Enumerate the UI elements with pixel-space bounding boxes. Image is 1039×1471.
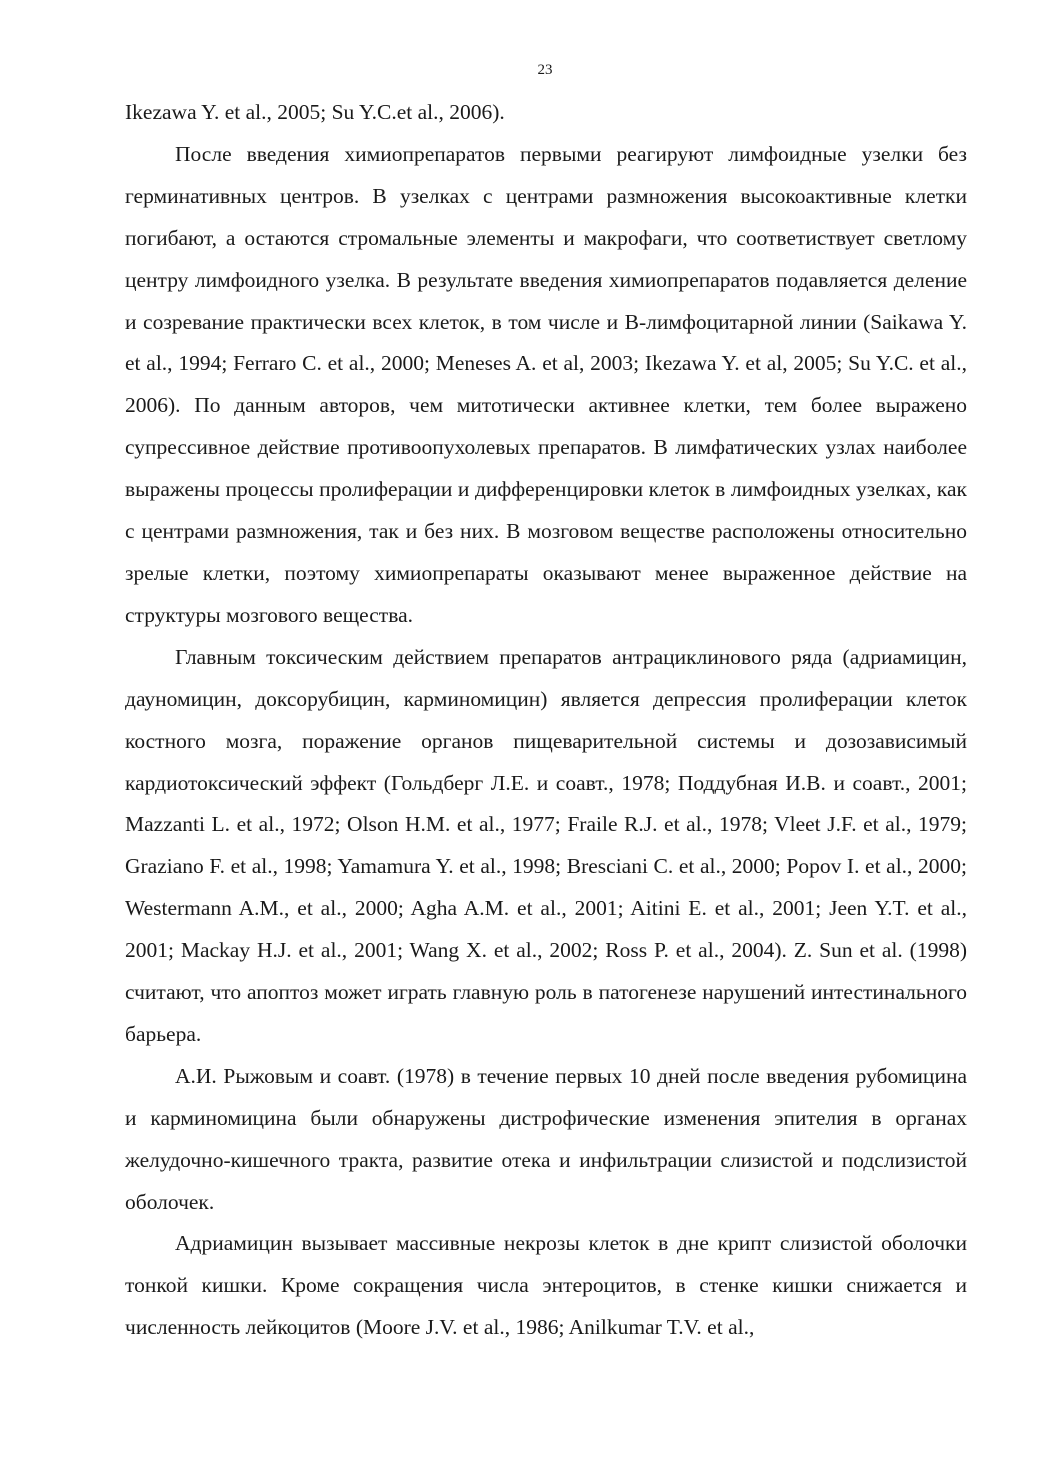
paragraph-lymphoid-nodules: После введения химиопрепаратов первыми реагируют лимфоидные узелки без герминативных центров. В узелках с центрами размножения высокоактивные клетки погибают, а остаются стромальные элементы и макрофаги, что соответиствует светлому центру лимфоидного узелка. В результате введения химиопрепаратов подавляется деление и созревание практически всех клеток, в том числе и В-лимфоцитарной линии (Saikawa Y. et al., 1994; Ferraro C. et al., 2000; Meneses A. et al, 2003; Ikezawa Y. et al, 2005; Su Y.C. et al., 2006). По данным авторов, чем митотически активнее клетки, тем более выражено супрессивное действие противоопухолевых препаратов. В лимфатических узлах наиболее выражены процессы пролиферации и дифференцировки клеток в лимфоидных узелках, как с центрами размножения, так и без них. В мозговом веществе расположены относительно зрелые клетки, поэтому химиопрепараты оказывают менее выраженное действие на структуры мозгового вещества. [125, 141, 967, 627]
paragraph-ryzhov-findings: А.И. Рыжовым и соавт. (1978) в течение первых 10 дней после введения рубомицина и карминомицина были обнаружены дистрофические изменения эпителия в органах желудочно-кишечного тракта, развитие отека и инфильтрации слизистой и подслизистой оболочек. [125, 1063, 967, 1214]
paragraph-continuation: Ikezawa Y. et al., 2005; Su Y.C.et al., 2006). [125, 100, 505, 124]
text-body [125, 92, 967, 1349]
paragraph-adriamycin-necrosis: Адриамицин вызывает массивные некрозы клеток в дне крипт слизистой оболочки тонкой кишки. Кроме сокращения числа энтероцитов, в стенке кишки снижается и численность лейкоцитов (Moore J.V. et al., 1986; Anilkumar T.V. et al., [125, 1231, 967, 1340]
paragraph-anthracycline-toxicity: Главным токсическим действием препаратов антрациклинового ряда (адриамицин, дауномицин, доксорубицин, карминомицин) является депрессия пролиферации клеток костного мозга, поражение органов пищеварительной системы и дозозависимый кардиотоксический эффект (Гольдберг Л.Е. и соавт., 1978; Поддубная И.В. и соавт., 2001; Mazzanti L. et al., 1972; Olson H.M. et al., 1977; Fraile R.J. et al., 1978; Vleet J.F. et al., 1979; Graziano F. et al., 1998; Yamamura Y. et al., 1998; Bresciani C. et al., 2000; Popov I. et al., 2000; Westermann A.M., et al., 2000; Agha A.M. et al., 2001; Aitini E. et al., 2001; Jeen Y.T. et al., 2001; Mackay H.J. et al., 2001; Wang X. et al., 2002; Ross P. et al., 2004). Z. Sun et al. (1998) считают, что апоптоз может играть главную роль в патогенезе нарушений интестинального барьера. [125, 644, 967, 1046]
page-number: 23 [537, 62, 553, 78]
